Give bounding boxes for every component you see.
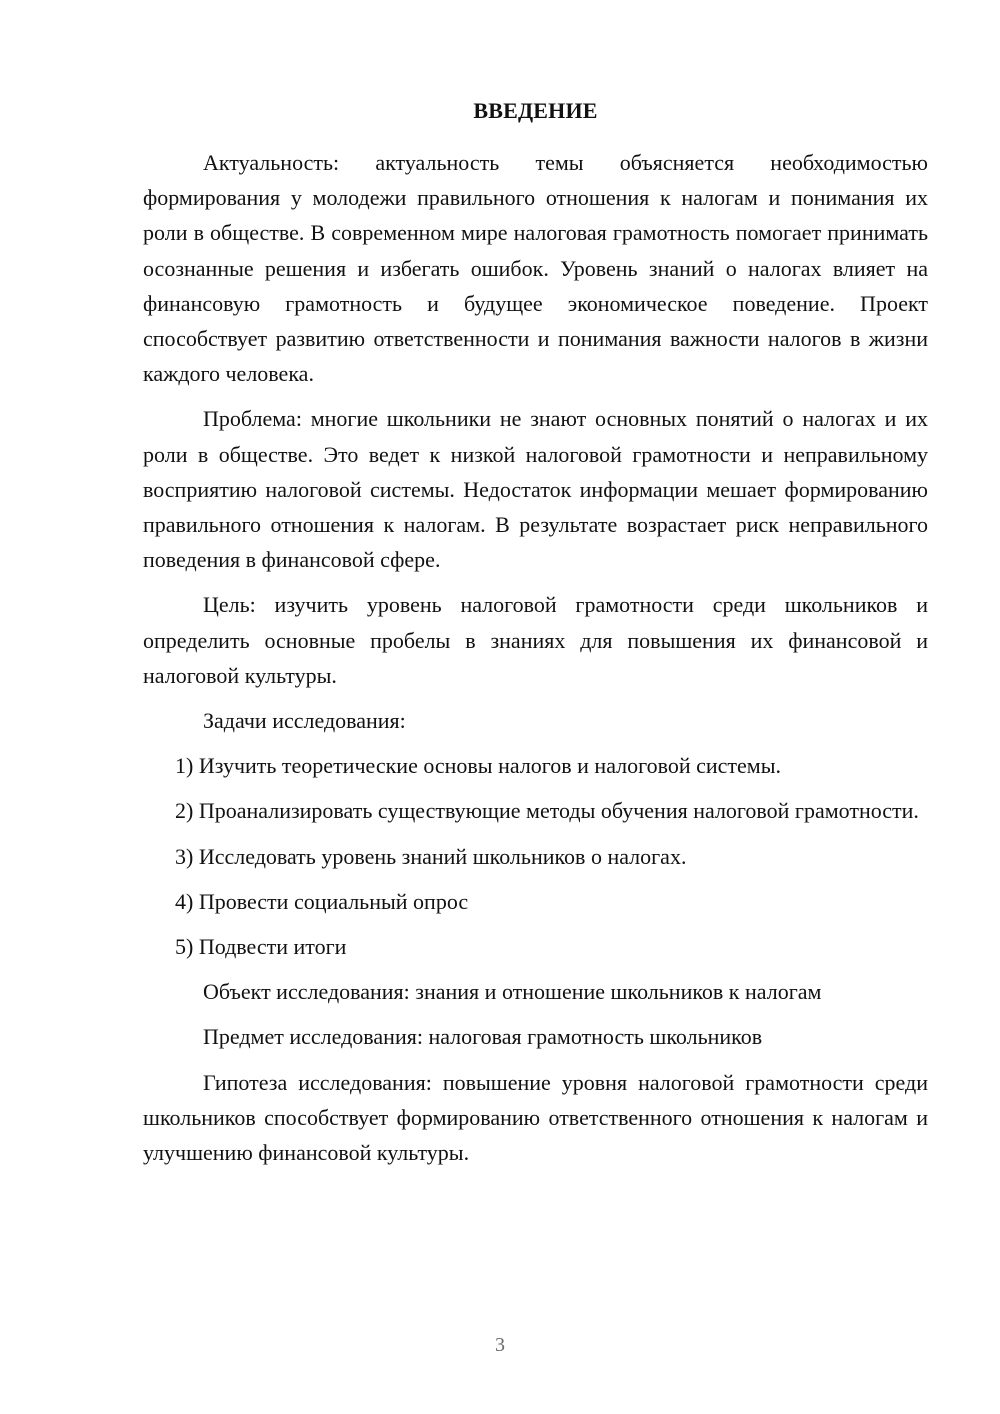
page-title: ВВЕДЕНИЕ [473, 98, 598, 123]
task-item-1: 1) Изучить теоретические основы налогов и налоговой системы. [175, 753, 782, 779]
task-item-4: 4) Провести социальный опрос [175, 888, 469, 914]
document-page [143, 96, 928, 1170]
tasks-heading: Задачи исследования: [203, 708, 406, 734]
object-paragraph: Объект исследования: знания и отношение школьников к налогам [203, 979, 822, 1005]
subject-paragraph: Предмет исследования: налоговая грамотность школьников [203, 1024, 763, 1050]
goal-paragraph: Цель: изучить уровень налоговой грамотности среди школьников и определить основные пробелы в знаниях для повышения их финансовой и налоговой культуры. [143, 592, 928, 688]
hypothesis-paragraph: Гипотеза исследования: повышение уровня налоговой грамотности среди школьников способствует формированию ответственного отношения к налогам и улучшению финансовой культуры. [143, 1069, 928, 1166]
task-item-5: 5) Подвести итоги [175, 934, 347, 960]
relevance-paragraph: Актуальность: актуальность темы объясняется необходимостью формирования у молодежи правильного отношения к налогам и понимания их роли в обществе. В современном мире налоговая грамотность помогает принимать осознанные решения и избегать ошибок. Уровень знаний о налогах влияет на финансовую грамотность и будущее экономическое поведение. Проект способствует развитию ответственности и понимания важности налогов в жизни каждого человека. [143, 150, 928, 387]
page-number: 3 [495, 1334, 505, 1356]
problem-paragraph: Проблема: многие школьники не знают основных понятий о налогах и их роли в обществе. Это ведет к низкой налоговой грамотности и неправильному восприятию налоговой системы. Недостаток информации мешает формированию правильного отношения к налогам. В результате возрастает риск неправильного поведения в финансовой сфере. [143, 406, 928, 573]
task-item-2: 2) Проанализировать существующие методы обучения налоговой грамотности. [175, 798, 919, 824]
task-item-3: 3) Исследовать уровень знаний школьников о налогах. [175, 843, 687, 869]
